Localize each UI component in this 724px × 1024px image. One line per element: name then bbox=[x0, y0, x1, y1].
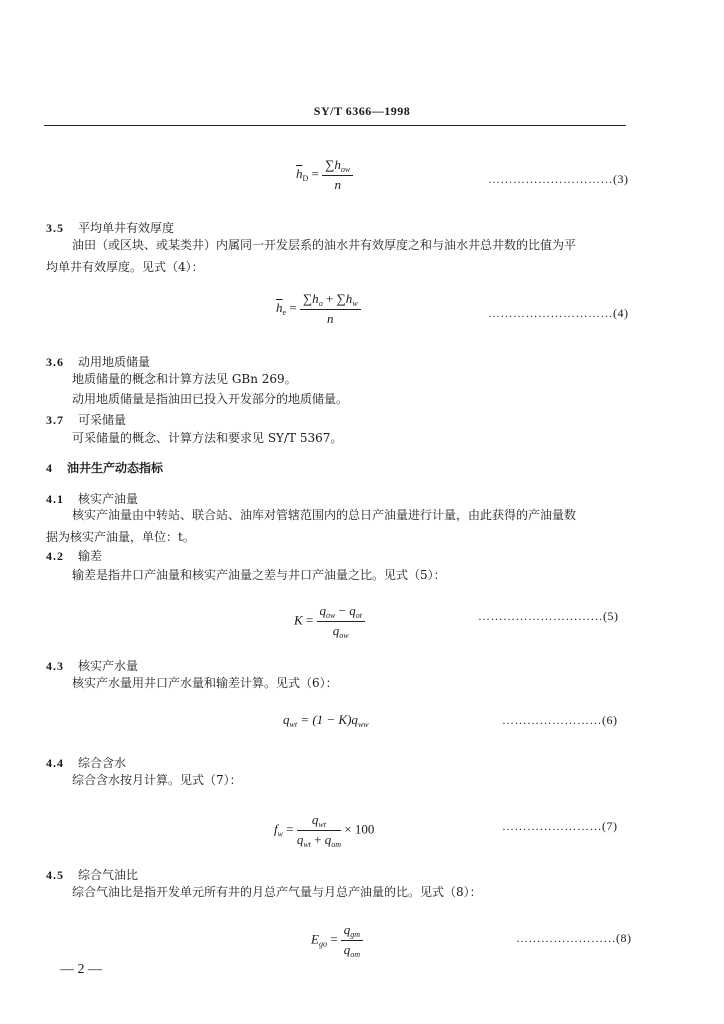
formula-5-eq: = bbox=[305, 612, 314, 628]
formula-6-expression-sub: ww bbox=[357, 720, 369, 729]
formula-7-denominator-a: q bbox=[296, 832, 304, 847]
section-4-2-line-1: 输差是指井口产油量和核实产油量之差与井口产油量之比。见式（5）： bbox=[72, 568, 446, 582]
section-3-6-line-1: 地质储量的概念和计算方法见 GBn 269。 bbox=[72, 372, 297, 386]
formula-3-numerator: ∑h bbox=[325, 157, 341, 172]
section-4-5-title: 综合气油比 bbox=[78, 868, 139, 882]
section-3-5-line-1: 油田（或区块、或某类井）内属同一开发层系的油水井有效厚度之和与油水井总井数的比值为平 bbox=[72, 238, 577, 252]
section-4-4-number: 4.4 bbox=[46, 756, 64, 770]
formula-5-denominator-sub: ow bbox=[339, 631, 349, 640]
formula-4 bbox=[276, 291, 361, 327]
formula-7-lhs-sub: w bbox=[277, 829, 283, 839]
formula-8-numerator: q bbox=[343, 922, 351, 937]
section-3-6-line-2: 动用地质储量是指油田已投入开发部分的地质储量。 bbox=[72, 392, 349, 406]
formula-5-numerator-a: q bbox=[319, 603, 327, 618]
section-4-3-title: 核实产水量 bbox=[78, 659, 139, 673]
equation-number-3: …………………………(3) bbox=[488, 172, 629, 186]
formula-4-numerator-a: ∑h bbox=[302, 291, 319, 306]
section-4-4-line-1: 综合含水按月计算。见式（7）： bbox=[72, 773, 242, 787]
formula-8-fraction bbox=[341, 922, 363, 959]
formula-7-denominator-a-sub: wt bbox=[303, 840, 311, 849]
formula-6 bbox=[283, 712, 369, 729]
formula-4-denominator: n bbox=[327, 311, 334, 326]
formula-4-fraction bbox=[300, 291, 361, 327]
section-4-4-title: 综合含水 bbox=[78, 756, 127, 770]
section-3-5-title: 平均单井有效厚度 bbox=[78, 221, 175, 235]
formula-4-lhs-sub: e bbox=[282, 307, 287, 317]
formula-5-numerator-a-sub: ow bbox=[326, 611, 336, 620]
section-3-5-line-2: 均单井有效厚度。见式（4）： bbox=[46, 260, 204, 274]
formula-3-lhs: $\overline{h}$ bbox=[296, 165, 303, 181]
section-4-5-line-1: 综合气油比是指开发单元所有井的月总产气量与月总产油量的比。见式（8）： bbox=[72, 885, 482, 899]
formula-8-lhs-sub: go bbox=[318, 939, 327, 949]
formula-3-numerator-sub: ow bbox=[340, 165, 351, 174]
formula-6-lhs-sub: wt bbox=[289, 720, 298, 729]
formula-5-fraction bbox=[317, 603, 365, 640]
section-4-2-title: 输差 bbox=[78, 549, 103, 563]
formula-7-denominator-b-sub: om bbox=[331, 840, 341, 849]
section-3-5-number: 3.5 bbox=[46, 221, 64, 235]
formula-5-numerator-b: q bbox=[349, 603, 356, 618]
equation-number-5: …………………………(5) bbox=[478, 609, 619, 623]
section-4-2-heading bbox=[46, 547, 102, 564]
formula-7-eq: = bbox=[286, 821, 294, 837]
formula-7-numerator: q bbox=[311, 812, 319, 827]
standard-number-header: SY/T 6366—1998 bbox=[313, 104, 411, 118]
formula-3-denominator: n bbox=[334, 177, 341, 192]
page-number: — 2 — bbox=[60, 962, 102, 977]
formula-8-lhs: E bbox=[311, 931, 319, 947]
formula-7-times-100: × 100 bbox=[344, 821, 375, 837]
equation-number-8: ……………………(8) bbox=[516, 931, 632, 945]
section-4-1-line-1: 核实产油量由中转站、联合站、油库对管辖范围内的总日产油量进行计量，由此获得的产油量数 bbox=[72, 508, 577, 522]
formula-7-plus: + bbox=[314, 832, 322, 847]
section-4-heading bbox=[46, 459, 163, 476]
section-4-2-number: 4.2 bbox=[46, 549, 64, 563]
section-4-3-line-1: 核实产水量用井口产水量和输差计算。见式（6）： bbox=[72, 676, 338, 690]
formula-5-numerator-b-sub: ot bbox=[355, 611, 362, 620]
formula-5 bbox=[294, 603, 365, 640]
section-4-1-title: 核实产油量 bbox=[78, 492, 139, 506]
formula-4-numerator-b-sub: w bbox=[352, 299, 358, 308]
section-3-6-number: 3.6 bbox=[46, 355, 64, 369]
equation-number-7: ……………………(7) bbox=[502, 819, 618, 833]
formula-7-fraction bbox=[297, 812, 341, 849]
header-rule bbox=[44, 125, 626, 126]
formula-4-numerator-a-sub: o bbox=[318, 299, 323, 308]
formula-8-numerator-sub: gm bbox=[350, 930, 361, 939]
formula-7 bbox=[274, 812, 374, 849]
formula-5-minus: − bbox=[338, 603, 346, 618]
formula-5-denominator: q bbox=[332, 623, 340, 638]
section-3-7-number: 3.7 bbox=[46, 413, 64, 427]
formula-7-lhs: f bbox=[274, 821, 278, 837]
equation-number-6: ……………………(6) bbox=[502, 713, 618, 727]
formula-6-lhs: q bbox=[283, 712, 290, 727]
section-3-7-line-1: 可采储量的概念、计算方法和要求见 SY/T 5367。 bbox=[72, 431, 343, 445]
section-4-number: 4 bbox=[46, 461, 53, 475]
formula-8 bbox=[311, 922, 363, 959]
section-3-7-heading bbox=[46, 411, 126, 428]
formula-3-fraction bbox=[322, 157, 353, 193]
section-4-1-line-2: 据为核实产油量，单位：t。 bbox=[46, 530, 195, 544]
formula-5-lhs: K bbox=[294, 612, 303, 628]
equation-number-4: …………………………(4) bbox=[488, 306, 629, 320]
formula-4-eq: = bbox=[289, 299, 297, 315]
formula-4-lhs: $\overline{h}$ bbox=[276, 299, 283, 315]
section-4-title: 油井生产动态指标 bbox=[67, 461, 164, 475]
formula-3-lhs-sub: D bbox=[302, 173, 309, 183]
section-3-6-title: 动用地质储量 bbox=[78, 355, 151, 369]
formula-6-expression: = (1 − K)q bbox=[300, 712, 358, 727]
formula-8-eq: = bbox=[330, 931, 338, 947]
formula-4-numerator-b: ∑h bbox=[336, 291, 353, 306]
section-4-1-number: 4.1 bbox=[46, 492, 64, 506]
formula-4-plus: + bbox=[325, 291, 334, 306]
section-3-7-title: 可采储量 bbox=[78, 413, 127, 427]
section-4-5-number: 4.5 bbox=[46, 868, 64, 882]
formula-8-denominator-sub: om bbox=[350, 950, 361, 959]
formula-8-denominator: q bbox=[343, 942, 351, 957]
formula-3-eq: = bbox=[311, 165, 319, 181]
section-4-3-number: 4.3 bbox=[46, 659, 64, 673]
formula-7-numerator-sub: wt bbox=[318, 820, 326, 829]
formula-3 bbox=[296, 157, 353, 193]
formula-7-denominator-b: q bbox=[324, 832, 332, 847]
